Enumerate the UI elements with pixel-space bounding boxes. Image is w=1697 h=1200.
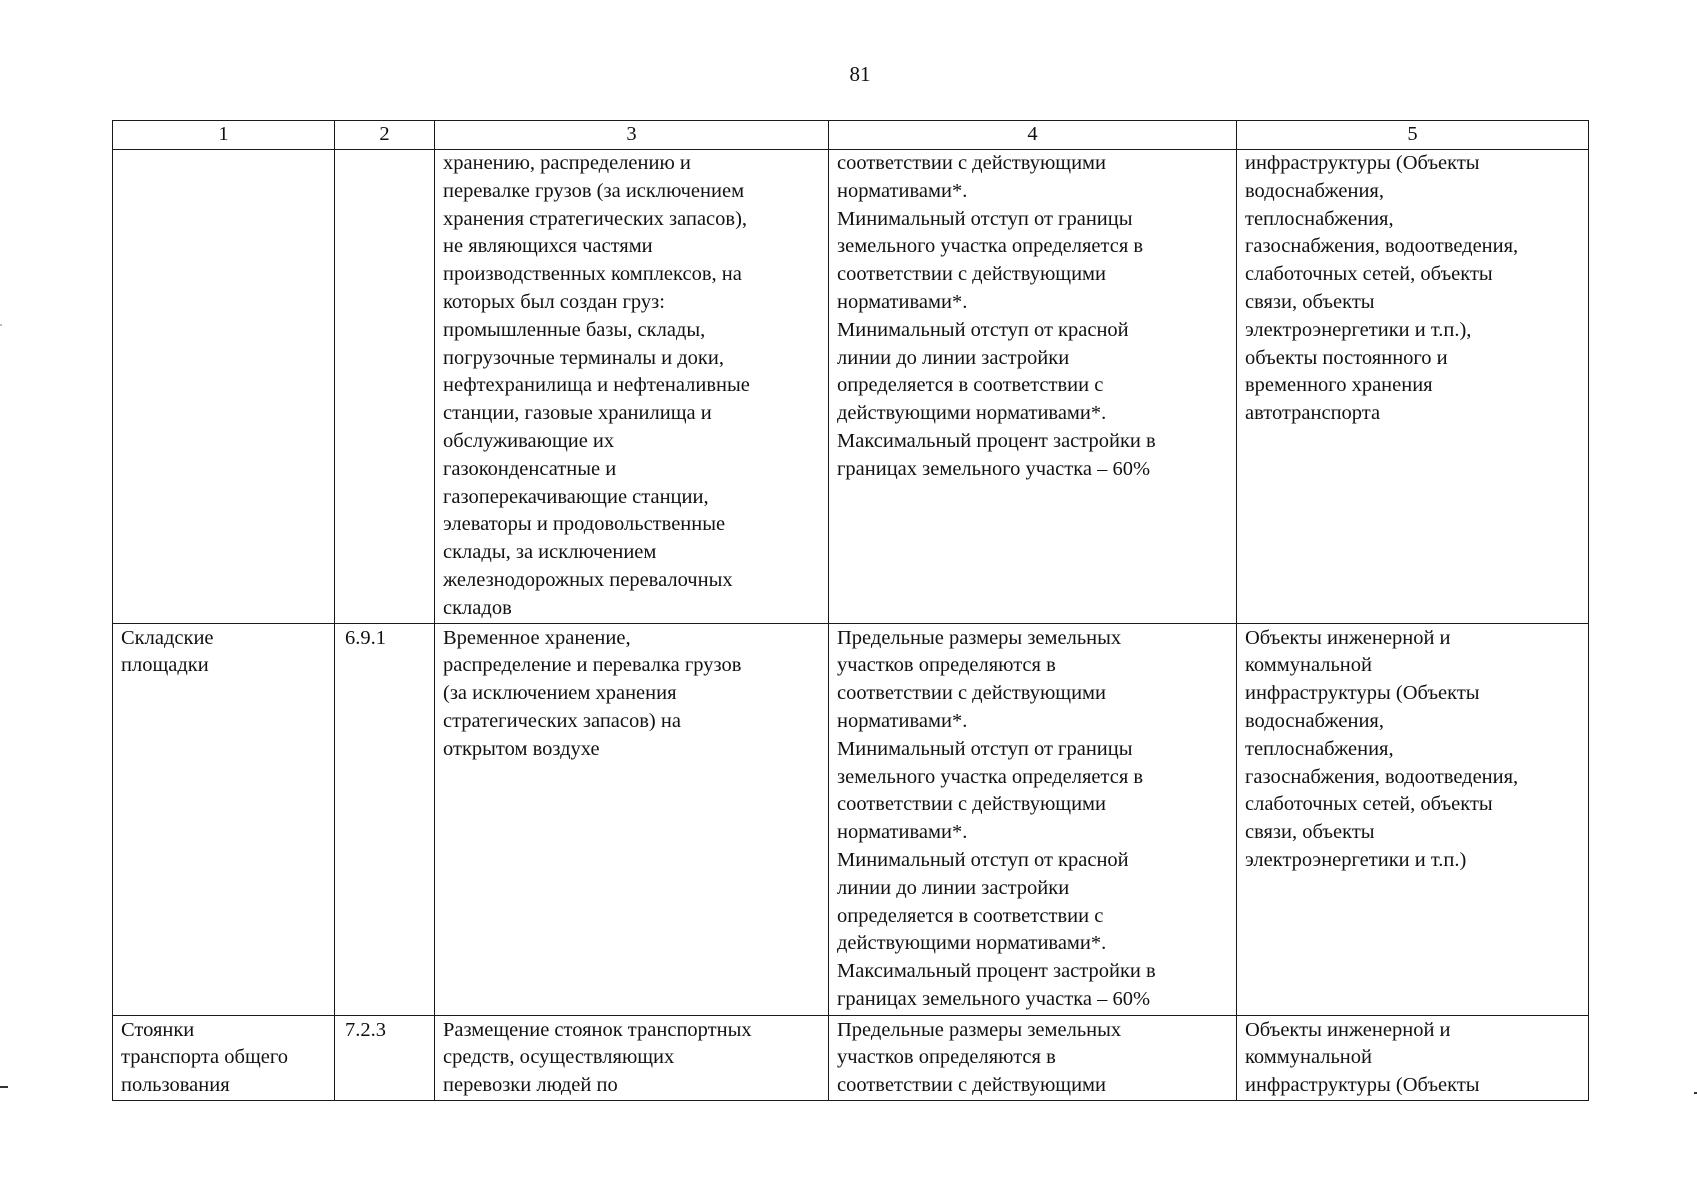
table-row bbox=[113, 623, 1589, 1015]
column-header-3: 3 bbox=[435, 121, 829, 150]
column-header-1: 1 bbox=[113, 121, 335, 150]
use-code-cell bbox=[335, 150, 435, 624]
use-name-cell bbox=[113, 150, 335, 624]
infrastructure-cell: инфраструктуры (Объекты водоснабжения, теплоснабжения, газоснабжения, водоотведения, слаботочных сетей, объекты связи, объекты электроэнергетики и т.п.), объекты постоянного и временного хранения автотранспорта bbox=[1237, 150, 1589, 624]
table-row bbox=[113, 150, 1589, 624]
column-header-4: 4 bbox=[829, 121, 1237, 150]
column-header-2: 2 bbox=[335, 121, 435, 150]
parameters-cell: Предельные размеры земельных участков определяются в соответствии с действующими bbox=[829, 1015, 1237, 1100]
table-header-row bbox=[113, 121, 1589, 150]
use-description-cell: хранению, распределению и перевалке грузов (за исключением хранения стратегических запасов), не являющихся частями производственных комплексов, на которых был создан груз: промышленные базы, склады, погрузочные терминалы и доки, нефтехранилища и нефтеналивные станции, газовые хранилища и обслуживающие их газоконденсатные и газоперекачивающие станции, элеваторы и продовольственные склады, за исключением железнодорожных перевалочных складов bbox=[435, 150, 829, 624]
table-row bbox=[113, 1015, 1589, 1100]
page-number: 81 bbox=[849, 62, 871, 86]
scan-edge-mark bbox=[0, 1086, 8, 1088]
infrastructure-cell: Объекты инженерной и коммунальной инфраструктуры (Объекты водоснабжения, теплоснабжения, газоснабжения, водоотведения, слаботочных сетей, объекты связи, объекты электроэнергетики и т.п.) bbox=[1237, 623, 1589, 1015]
parameters-cell: соответствии с действующими нормативами*. Минимальный отступ от границы земельного участка определяется в соответствии с действующими нормативами*. Минимальный отступ от красной линии до линии застройки определяется в соответствии с действующими нормативами*. Максимальный процент застройки в границах земельного участка – 60% bbox=[829, 150, 1237, 624]
use-code-cell: 6.9.1 bbox=[335, 623, 435, 1015]
use-code-cell: 7.2.3 bbox=[335, 1015, 435, 1100]
infrastructure-cell: Объекты инженерной и коммунальной инфраструктуры (Объекты bbox=[1237, 1015, 1589, 1100]
use-description-cell: Размещение стоянок транспортных средств, осуществляющих перевозки людей по bbox=[435, 1015, 829, 1100]
use-description-cell: Временное хранение, распределение и перевалка грузов (за исключением хранения стратегических запасов) на открытом воздухе bbox=[435, 623, 829, 1015]
parameters-cell: Предельные размеры земельных участков определяются в соответствии с действующими нормативами*. Минимальный отступ от границы земельного участка определяется в соответствии с действующими нормативами*. Минимальный отступ от красной линии до линии застройки определяется в соответствии с действующими нормативами*. Максимальный процент застройки в границах земельного участка – 60% bbox=[829, 623, 1237, 1015]
use-name-cell: Складские площадки bbox=[113, 623, 335, 1015]
use-name-cell: Стоянки транспорта общего пользования bbox=[113, 1015, 335, 1100]
zoning-table bbox=[112, 120, 1589, 1101]
column-header-5: 5 bbox=[1237, 121, 1589, 150]
scan-edge-mark bbox=[0, 324, 2, 326]
